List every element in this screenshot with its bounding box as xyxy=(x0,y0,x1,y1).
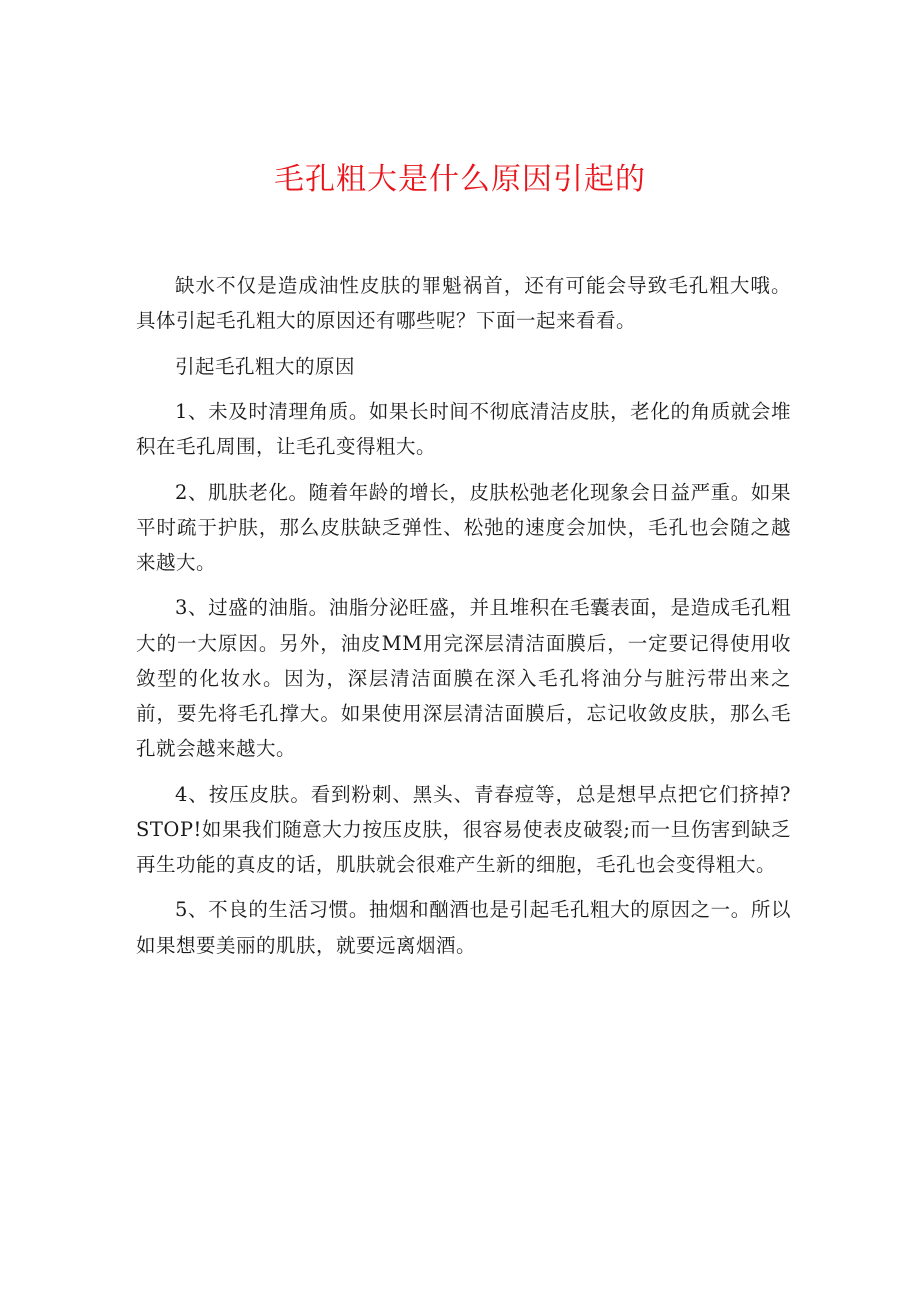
cause-2-paragraph: 2、肌肤老化。随着年龄的增长，皮肤松弛老化现象会日益严重。如果平时疏于护肤，那么皮肤缺乏弹性、松弛的速度会加快，毛孔也会随之越来越大。 xyxy=(136,480,791,574)
article-body xyxy=(136,268,791,973)
cause-4-paragraph: 4、按压皮肤。看到粉刺、黑头、青春痘等，总是想早点把它们挤掉?STOP!如果我们随意大力按压皮肤，很容易使表皮破裂;而一旦伤害到缺乏再生功能的真皮的话，肌肤就会很难产生新的细胞，毛孔也会变得粗大。 xyxy=(136,782,791,876)
cause-3-paragraph: 3、过盛的油脂。油脂分泌旺盛，并且堆积在毛囊表面，是造成毛孔粗大的一大原因。另外，油皮MM用完深层清洁面膜后，一定要记得使用收敛型的化妆水。因为，深层清洁面膜在深入毛孔将油分与脏污带出来之前，要先将毛孔撑大。如果使用深层清洁面膜后，忘记收敛皮肤，那么毛孔就会越来越大。 xyxy=(136,596,791,761)
intro-paragraph: 缺水不仅是造成油性皮肤的罪魁祸首，还有可能会导致毛孔粗大哦。具体引起毛孔粗大的原因还有哪些呢？下面一起来看看。 xyxy=(136,274,791,333)
page-title: 毛孔粗大是什么原因引起的 xyxy=(274,162,646,197)
cause-1-paragraph: 1、未及时清理角质。如果长时间不彻底清洁皮肤，老化的角质就会堆积在毛孔周围，让毛孔变得粗大。 xyxy=(136,399,791,459)
section-heading: 引起毛孔粗大的原因 xyxy=(175,354,356,378)
cause-5-paragraph: 5、不良的生活习惯。抽烟和酗酒也是引起毛孔粗大的原因之一。所以如果想要美丽的肌肤，就要远离烟酒。 xyxy=(136,898,791,957)
